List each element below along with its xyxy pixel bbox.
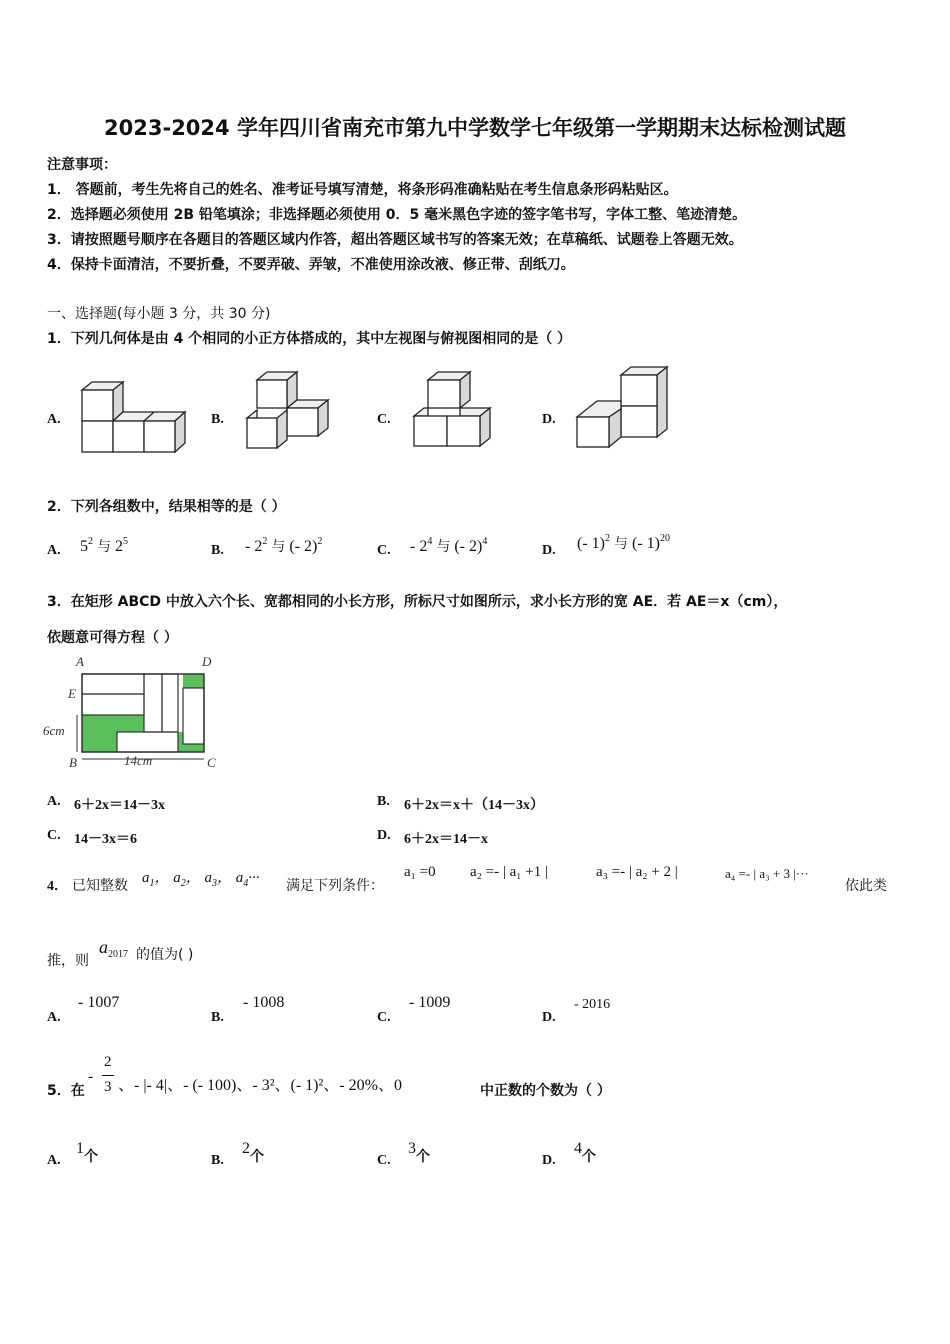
q2-option-c-label[interactable]: C. <box>377 543 391 558</box>
q1-figure-a <box>80 380 200 455</box>
q4-option-a-label[interactable]: A. <box>47 1010 61 1025</box>
page-title: 2023-2024 学年四川省南充市第九中学数学七年级第一学期期末达标检测试题 <box>104 116 846 140</box>
q5-option-c[interactable]: 3个 <box>408 1140 430 1165</box>
q5-option-d-label[interactable]: D. <box>542 1153 556 1168</box>
q1-option-a-label[interactable]: A. <box>47 412 61 427</box>
fig-label-height: 6cm <box>43 723 65 738</box>
question-3-stem-2: 依题意可得方程（ ） <box>47 630 178 646</box>
q2-option-a[interactable]: $5^2$ 与 $2^5$ <box>80 536 128 555</box>
q5-neg-sign: - <box>88 1068 94 1085</box>
q4-pre: 已知整数 <box>72 878 128 894</box>
q5-option-b-label[interactable]: B. <box>211 1153 224 1168</box>
q5-option-b[interactable]: 2个 <box>242 1140 264 1165</box>
q4-option-b-label[interactable]: B. <box>211 1010 224 1025</box>
q4-sequence: $a_1$， $a_2$， $a_3$， $a_4\cdot\cdot\cdot$ <box>142 870 260 889</box>
question-2-stem: 2．下列各组数中，结果相等的是（ ） <box>47 499 286 515</box>
q1-option-b-label[interactable]: B. <box>211 412 224 427</box>
q4-option-a[interactable]: - 1007 <box>78 994 120 1011</box>
q4-target: $a_{2017}$ <box>99 937 128 960</box>
q5-frac-bar <box>102 1075 114 1076</box>
fig-label-a: A <box>76 654 84 669</box>
q4-cond-1: a₁ =0 <box>404 864 436 880</box>
q3-option-d-label[interactable]: D. <box>377 828 391 843</box>
fig-label-width: 14cm <box>124 753 153 768</box>
q1-option-c-label[interactable]: C. <box>377 412 391 427</box>
q5-option-d[interactable]: 4个 <box>574 1140 596 1165</box>
q4-tail: 依此类 <box>845 878 887 894</box>
q4-number: 4． <box>47 879 68 894</box>
q2-option-b-label[interactable]: B. <box>211 543 224 558</box>
q4-option-c-label[interactable]: C. <box>377 1010 391 1025</box>
q5-option-a-label[interactable]: A. <box>47 1153 61 1168</box>
notice-item: 1． 答题前，考生先将自己的姓名、准考证号填写清楚，将条形码准确粘贴在考生信息条形码粘贴区。 <box>47 182 678 198</box>
q1-figure-b <box>245 370 335 455</box>
q5-option-a[interactable]: 1个 <box>76 1140 98 1165</box>
q5-pre: 5．在 <box>47 1083 85 1099</box>
fig-label-e: E <box>68 686 76 701</box>
fig-label-c: C <box>207 755 216 770</box>
q3-figure <box>42 652 227 772</box>
q4-cond-pre: 满足下列条件： <box>286 878 384 894</box>
q4-option-d-label[interactable]: D. <box>542 1010 556 1025</box>
fig-label-d: D <box>202 654 212 669</box>
q2-option-b[interactable]: - $2^2$ 与 (- 2)$^2$ <box>245 536 323 555</box>
q5-frac-num: 2 <box>104 1054 112 1070</box>
q1-figure-c <box>412 368 502 453</box>
question-3-stem: 3．在矩形 ABCD 中放入六个长、宽都相同的小长方形，所标尺寸如图所示，求小长方形的宽 AE．若 AE＝x（cm）， <box>47 594 788 610</box>
q1-figure-d <box>575 365 675 450</box>
notice-heading: 注意事项： <box>47 157 117 173</box>
notice-item: 3．请按照题号顺序在各题目的答题区域内作答，超出答题区域书写的答案无效；在草稿纸、试题卷上答题无效。 <box>47 232 743 248</box>
q2-option-d-label[interactable]: D. <box>542 543 556 558</box>
q4-cond-2: a₂ =- | a₁ +1 | <box>470 864 548 880</box>
q4-option-c[interactable]: - 1009 <box>409 994 451 1011</box>
q4-line2-post: 的值为( ) <box>136 947 194 963</box>
notice-item: 4．保持卡面清洁，不要折叠，不要弄破、弄皱，不准使用涂改液、修正带、刮纸刀。 <box>47 257 575 273</box>
q2-option-c[interactable]: - $2^4$ 与 (- 2)$^4$ <box>410 536 488 555</box>
q5-option-c-label[interactable]: C. <box>377 1153 391 1168</box>
q5-post: 中正数的个数为（ ） <box>480 1083 611 1099</box>
q3-option-b[interactable]: 6＋2x＝x＋（14－3x） <box>404 798 544 813</box>
question-1-stem: 1．下列几何体是由 4 个相同的小正方体搭成的，其中左视图与俯视图相同的是（ ） <box>47 331 572 347</box>
fig-label-b: B <box>69 755 77 770</box>
q4-line2-pre: 推，则 <box>47 953 89 969</box>
q4-option-d[interactable]: - 2016 <box>574 997 611 1012</box>
q3-option-b-label[interactable]: B. <box>377 794 390 809</box>
q2-option-a-label[interactable]: A. <box>47 543 61 558</box>
q2-option-d[interactable]: (- 1)$^2$ 与 (- 1)$^{20}$ <box>577 533 670 552</box>
q4-cond-3: a₃ =- | a₂ + 2 | <box>596 864 678 880</box>
notice-item: 2．选择题必须使用 2B 铅笔填涂；非选择题必须使用 0．5 毫米黑色字迹的签字笔书写，字体工整、笔迹清楚。 <box>47 207 747 223</box>
q1-option-d-label[interactable]: D. <box>542 412 556 427</box>
q4-cond-4: a₄ =- | a₃ + 3 |··· <box>725 866 809 881</box>
q4-option-b[interactable]: - 1008 <box>243 994 285 1011</box>
q3-option-d[interactable]: 6＋2x＝14－x <box>404 832 488 847</box>
q3-option-a-label[interactable]: A. <box>47 794 61 809</box>
q3-option-c-label[interactable]: C. <box>47 828 61 843</box>
q3-option-c[interactable]: 14－3x＝6 <box>74 832 137 847</box>
q3-option-a[interactable]: 6＋2x＝14－3x <box>74 798 165 813</box>
q5-items: 、- |- 4|、- (- 100)、- 3²、(- 1)²、- 20%、0 <box>118 1077 402 1094</box>
q5-frac-den: 3 <box>104 1079 112 1095</box>
section-heading: 一、选择题(每小题 3 分，共 30 分) <box>47 306 271 322</box>
